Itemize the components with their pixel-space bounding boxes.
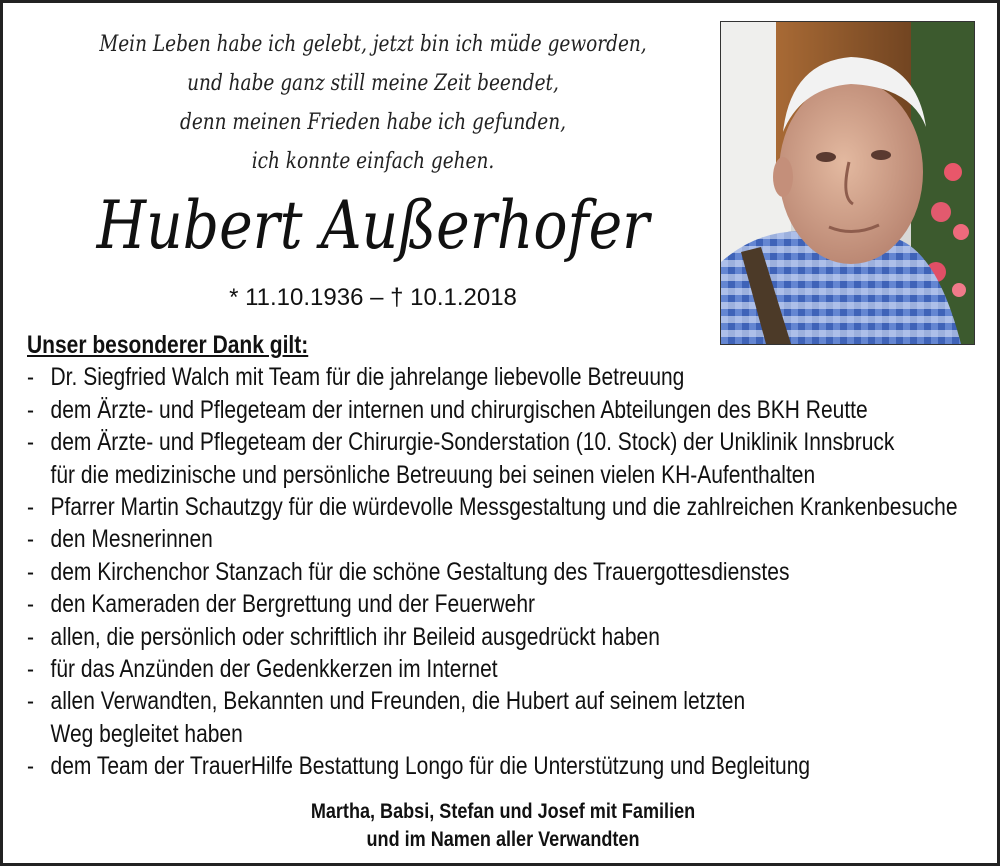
signature-line: und im Namen aller Verwandten (366, 828, 640, 851)
poem-line: und habe ganz still meine Zeit beendet, (187, 71, 559, 96)
list-item (27, 426, 976, 458)
list-dash: - (27, 752, 34, 781)
portrait-illustration (721, 22, 974, 344)
signature-line: Martha, Babsi, Stefan und Josef mit Familien (310, 800, 696, 823)
life-dates: * 11.10.1936 – † 10.1.2018 (229, 284, 517, 311)
deceased-name: Hubert Außerhofer (96, 187, 650, 264)
list-item-text: dem Kirchenchor Stanzach für die schöne Gestaltung des Trauergottesdienstes (50, 557, 790, 586)
list-item-text: den Mesnerinnen (50, 525, 213, 554)
list-dash: - (27, 622, 34, 651)
portrait-photo (720, 21, 975, 345)
list-item-continuation (27, 459, 976, 491)
list-item (27, 750, 976, 782)
poem (96, 25, 650, 181)
list-item (27, 621, 976, 653)
thanks-heading: Unser besonderer Dank gilt: (27, 331, 309, 359)
list-item-text: dem Ärzte- und Pflegeteam der Chirurgie-Sonderstation (10. Stock) der Uniklinik Innsbruck (50, 428, 895, 457)
list-item (27, 556, 976, 588)
list-dash: - (27, 395, 34, 424)
list-item (27, 491, 976, 523)
list-item-text: allen, die persönlich oder schriftlich ihr Beileid ausgedrückt haben (50, 622, 660, 651)
list-item (27, 394, 976, 426)
list-item-text: Weg begleitet haben (50, 719, 243, 748)
poem-line: Mein Leben habe ich gelebt, jetzt bin ich müde geworden, (99, 32, 647, 57)
list-item-text: für das Anzünden der Gedenkkerzen im Internet (50, 655, 498, 684)
list-dash: - (27, 590, 34, 619)
list-item (27, 361, 976, 393)
list-dash: - (27, 493, 34, 522)
list-dash: - (27, 363, 34, 392)
list-dash: - (27, 687, 34, 716)
list-item (27, 685, 976, 717)
list-item-continuation (27, 718, 976, 750)
list-item-text: allen Verwandten, Bekannten und Freunden, die Hubert auf seinem letzten (50, 687, 746, 716)
poem-line: denn meinen Frieden habe ich gefunden, (179, 110, 567, 135)
list-item (27, 588, 976, 620)
list-item (27, 523, 976, 555)
list-item-text: dem Team der TrauerHilfe Bestattung Longo für die Unterstützung und Begleitung (50, 752, 811, 781)
thanks-section (27, 329, 976, 783)
list-dash: - (27, 428, 34, 457)
signature (73, 798, 933, 854)
list-item-text: Pfarrer Martin Schautzgy für die würdevolle Messgestaltung und die zahlreichen Krankenbesuche (50, 493, 958, 522)
list-item (27, 653, 976, 685)
list-item-text: dem Ärzte- und Pflegeteam der internen und chirurgischen Abteilungen des BKH Reutte (50, 395, 868, 424)
list-item-text: für die medizinische und persönliche Betreuung bei seinen vielen KH-Aufenthalten (50, 460, 816, 489)
list-dash: - (27, 557, 34, 586)
list-dash: - (27, 525, 34, 554)
poem-line: ich konnte einfach gehen. (251, 149, 495, 174)
list-dash: - (27, 655, 34, 684)
list-item-text: den Kameraden der Bergrettung und der Feuerwehr (50, 590, 535, 619)
list-item-text: Dr. Siegfried Walch mit Team für die jahrelange liebevolle Betreuung (50, 363, 685, 392)
